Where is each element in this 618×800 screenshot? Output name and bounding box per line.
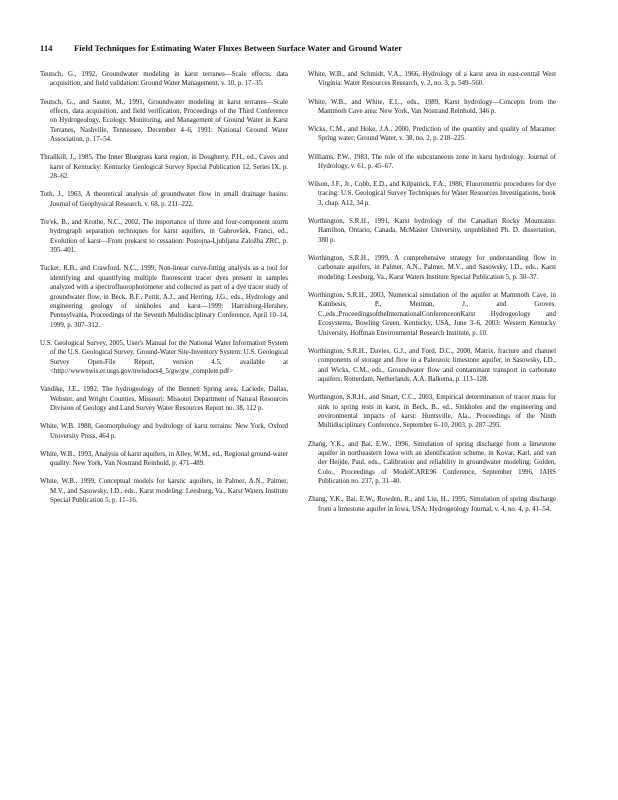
reference-entry: Wicks, C.M., and Hoke, J.A., 2000, Prediction of the quantity and quality of Maramec Spring water: Ground Water, v. 38, no. 2, p. 218–225.: [308, 126, 556, 143]
reference-entry: Toth, J., 1963, A theoretical analysis of groundwater flow in small drainage basins: Journal of Geophysical Research, v. 68, p. 211–222.: [40, 191, 288, 208]
reference-entry: Worthington, S.R.H., Davies, G.J., and Ford, D.C., 2000, Matrix, fracture and channel components of storage and flow in a Paleozoic limestone aquifer, in Sasowsky, I.D., and Wicks, C.M., eds., Groundwater flow and contaminant transport in carbonate aquifers: Rotterdam, Netherlands, A.A. Balkema, p. 113–128.: [308, 347, 556, 384]
reference-entry: Wilson, J.F., Jr., Cobb, E.D., and Kilpatrick, F.A., 1986, Fluorometric procedures for dye tracing: U.S. Geological Survey Techniques for Water Resources Investigations, book 3, chap. A12, 34 p.: [308, 181, 556, 207]
reference-entry: Worthington, S.R.H., 1991, Karst hydrology of the Canadian Rocky Mountains: Hamilton, Ontario, Canada, McMaster University, unpublished Ph. D. dissertation, 380 p.: [308, 217, 556, 244]
page-number: 114: [40, 43, 53, 53]
reference-entry: Williams, P.W., 1983, The role of the subcutaneous zone in karst hydrology: Journal of Hydrology, v. 61, p. 45–67.: [308, 153, 556, 170]
reference-entry: U.S. Geological Survey, 2005, User's Manual for the National Water Information System of the U.S. Geological Survey, Ground-Water Site-Inventory System: U.S. Geological Survey Open-File Report, version 4.5, available at <http://wwwnwis.er.usgs.gov/nwisdocs4_5/gw/gw_complete.pdf>: [40, 339, 288, 376]
reference-entry: Teutsch, G., and Sauter, M., 1991, Groundwater modeling in karst terranes—Scale effects, data acquisition, and field verification, Proceedings of the Third Conference on Hydrogeology, Ecology, Monitoring, and Management of Ground Water in Karst Terranes, Nashville, Tennessee, December 4–6, 1991: National Ground Water Association, p. 17–54.: [40, 98, 288, 144]
reference-entry: Zhang, Y.K., and Bai, E.W., 1996, Simulation of spring discharge from a limestone aquifer in northeastern Iowa with an identification scheme, in Kovar, Karl, and van der Heijde, Paul, eds., Calibration and reliability in groundwater modeling: Golden, Colo., Proceedings of ModelCARE96 Conference, September 1996, IAHS Publication no. 237, p. 31–40.: [308, 440, 556, 486]
reference-entry: Teutsch, G., 1992, Groundwater modeling in karst terranes—Scale effects, data acquisition, and field validation: Ground Water Management, v. 10, p. 17–35.: [40, 71, 288, 88]
running-title: Field Techniques for Estimating Water Fluxes Between Surface Water and Ground Water: [74, 43, 403, 53]
running-header: [40, 43, 600, 53]
reference-entry: Worthington, S.R.H., and Smart, C.C., 2003, Empirical determination of tracer mass for sink to spring tests in karst, in Beck, B., ed., Sinkholes and the engineering and environmental impacts of karst: Huntsville, Ala., Proceedings of the Ninth Multidisciplinary Conference, September 6–10, 2003, p. 287–295.: [308, 394, 556, 430]
reference-entry: Thrailkill, J., 1985, The Inner Bluegrass karst region, in Dougherty, P.H., ed., Caves and karst of Kentucky: Kentucky Geological Survey Special Publication 12, Series IX, p. 28–62.: [40, 154, 288, 181]
reference-entry: White, W.B., 1993, Analysis of karst aquifers, in Alley, W.M., ed., Regional ground-water quality: New York, Van Nostrand Reinhold, p. 471–489.: [40, 450, 288, 468]
reference-entry: Worthington, S.R.H., 2003, Numerical simulation of the aquifer at Mammoth Cave, in Kambesis, P., Meiman, J., and Groves, C.,eds.,ProceedingsoftheInternationalConferenceonKarst Hydrogeology and Ecosystems, Bowling Green, Kentucky, USA, June 3–6, 2003: Western Kentucky University, Hoffman Environmental Research Institute, p. 10.: [308, 291, 556, 337]
reference-entry: White, W.B., and White, E.L., eds., 1989, Karst hydrology—Concepts from the Mammoth Cave area: New York, Van Nostrand Reinhold, 346 p.: [308, 98, 556, 115]
reference-entry: White, W.B., 1999, Conceptual models for karstic aquifers, in Palmer, A.N., Palmer, M.V., and Sasowsky, I.D., eds., Karst modeling: Leesburg, Va., Karst Waters Institute Special Publication 5, p. 11–16.: [40, 478, 288, 505]
reference-entry: White, W.B., and Schmidt, V.A., 1966, Hydrology of a karst area in east-central West Virginia: Water Resources Research, v. 2, no. 3, p. 549–560.: [308, 71, 556, 88]
reference-column-left: [40, 70, 288, 506]
reference-entry: Tre'ek, B., and Krothe, N.C., 2002, The importance of three and four-component storm hydrograph separation techniques for karst aquifers, in Gabrovšek, Franci, ed., Evolution of karst—From prekarst to cessation: Postojna-Ljubljana Založba ZRC, p. 395–401.: [40, 218, 288, 255]
reference-entry: Vandike, J.E., 1992, The hydrogeology of the Bennett Spring area, Laclede, Dallas, Webster, and Wright Counties, Missouri: Missouri Department of Natural Resources Division of Geology and Land Survey Water Resources Report no. 38, 112 p.: [40, 386, 288, 413]
reference-entry: Worthington, S.R.H., 1999, A comprehensive strategy for understanding flow in carbonate aquifers, in Palmer, A.N., Palmer, M.V., and Sasowsky, I.D., eds., Karst modeling: Leesburg, Va., Karst Waters Institute Special Publication 5, p. 30–37.: [308, 254, 556, 281]
reference-entry: White, W.B. 1988, Geomorphology and hydrology of karst terrains: New York, Oxford University Press, 464 p.: [40, 423, 288, 440]
reference-column-right: [308, 70, 556, 514]
reference-entry: Tucker, R.B., and Crawford, N.C., 1999, Non-linear curve-fitting analysis as a tool for identifying and quantifying multiple fluorescent tracer dyes present in samples analyzed with a spectrofluorophotometer and collected as part of a dye tracer study of groundwater flow, in Beck, B.F., Pettit, A.J., and Herring, J.G., eds., Hydrology and engineering geology of sinkholes and karst—1999: Harrisburg-Hershey, Pennsylvania, Proceedings of the Seventh Multidisciplinary Conference, April 10–14, 1999, p. 307–312.: [40, 265, 288, 329]
reference-entry: Zhang, Y.K., Bai, E.W., Rowden, R., and Liu, H., 1995, Simulation of spring discharge from a limestone aquifer in Iowa, USA: Hydrogeology Journal, v. 4, no. 4, p. 41–54.: [308, 496, 556, 513]
